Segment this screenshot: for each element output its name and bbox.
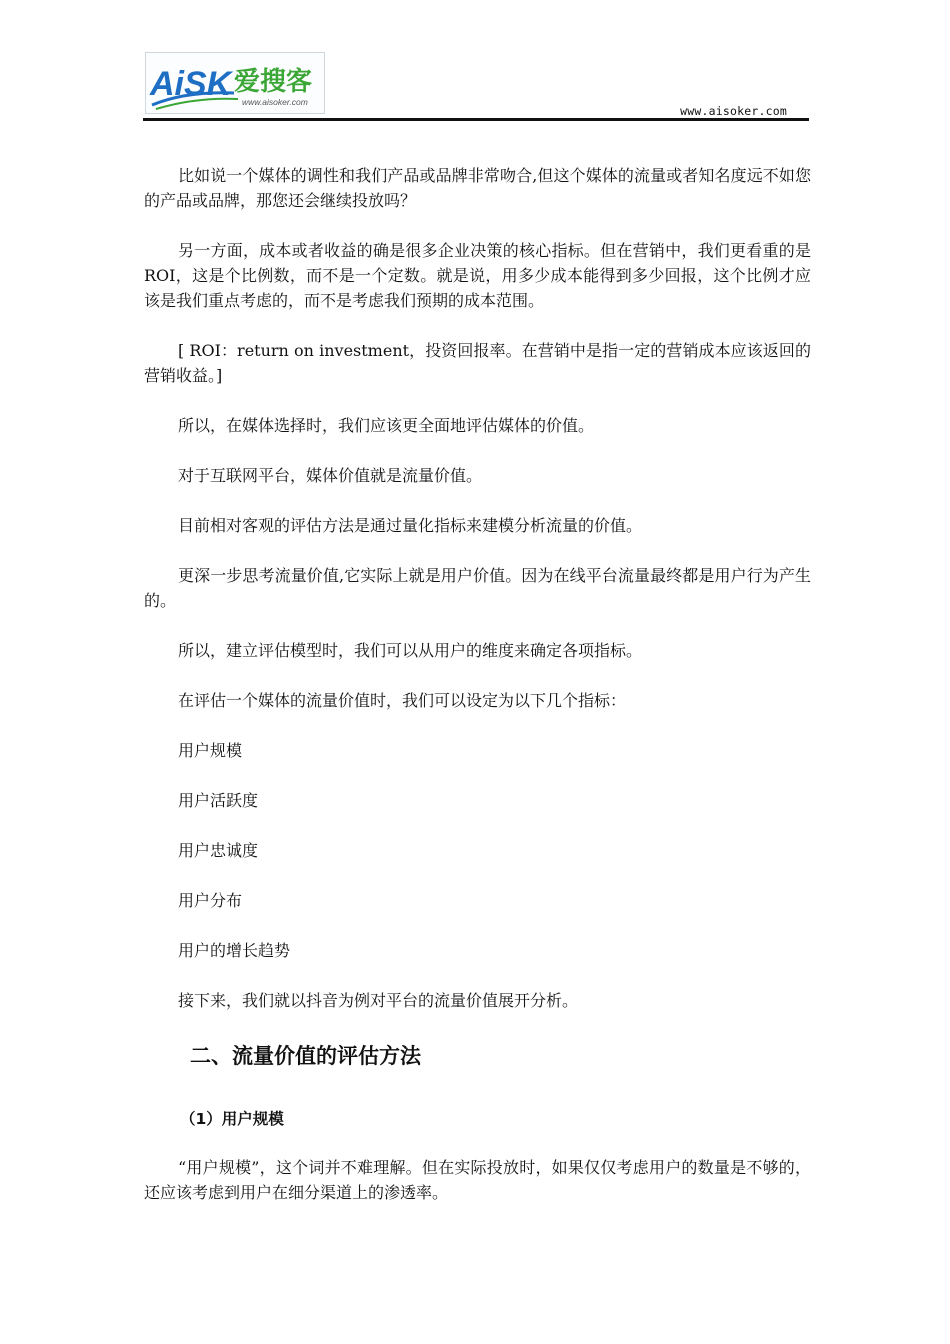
paragraph-6: 目前相对客观的评估方法是通过量化指标来建模分析流量的价值。 bbox=[178, 516, 643, 535]
header-rule bbox=[143, 118, 809, 121]
logo-graphic bbox=[146, 53, 326, 115]
subsection-heading: （1）用户规模 bbox=[180, 1110, 284, 1128]
paragraph-2: 另一方面，成本或者收益的确是很多企业决策的核心指标。但在营销中，我们更看重的是 ROI，这是个比例数，而不是一个定数。就是说，用多少成本能得到多少回报，这个比例才应该是我们重点考虑的，而不是考虑我们预期的成本范围。 bbox=[144, 241, 811, 310]
paragraph-8: 所以，建立评估模型时，我们可以从用户的维度来确定各项指标。 bbox=[178, 641, 643, 660]
logo-url: www.aisoker.com bbox=[242, 97, 308, 107]
paragraph-7: 更深一步思考流量价值,它实际上就是用户价值。因为在线平台流量最终都是用户行为产生的。 bbox=[144, 566, 811, 610]
page-header bbox=[143, 50, 809, 120]
indicator-item: 用户分布 bbox=[178, 891, 243, 910]
paragraph-5: 对于互联网平台，媒体价值就是流量价值。 bbox=[178, 466, 483, 485]
paragraph-1: 比如说一个媒体的调性和我们产品或品牌非常吻合,但这个媒体的流量或者知名度远不如您的产品或品牌，那您还会继续投放吗？ bbox=[144, 166, 811, 210]
indicator-item: 用户忠诚度 bbox=[178, 841, 259, 860]
document-body bbox=[144, 163, 811, 1205]
indicator-item: 用户规模 bbox=[178, 741, 243, 760]
paragraph-11: “用户规模”，这个词并不难理解。但在实际投放时，如果仅仅考虑用户的数量是不够的，还应该考虑到用户在细分渠道上的渗透率。 bbox=[144, 1158, 811, 1202]
paragraph-10: 接下来，我们就以抖音为例对平台的流量价值展开分析。 bbox=[178, 991, 579, 1010]
section-heading: 二、流量价值的评估方法 bbox=[190, 1044, 421, 1068]
site-url[interactable]: www.aisoker.com bbox=[680, 104, 787, 118]
logo-mark: AiSK bbox=[150, 65, 232, 103]
paragraph-3: [ ROI：return on investment，投资回报率。在营销中是指一定的营销成本应该返回的营销收益。] bbox=[144, 341, 811, 385]
paragraph-4: 所以，在媒体选择时，我们应该更全面地评估媒体的价值。 bbox=[178, 416, 595, 435]
indicator-item: 用户活跃度 bbox=[178, 791, 259, 810]
indicator-item: 用户的增长趋势 bbox=[178, 941, 291, 960]
paragraph-9: 在评估一个媒体的流量价值时，我们可以设定为以下几个指标： bbox=[178, 691, 627, 710]
aisoker-logo[interactable] bbox=[145, 52, 325, 114]
logo-chinese-name: 爱搜客 bbox=[234, 67, 313, 97]
